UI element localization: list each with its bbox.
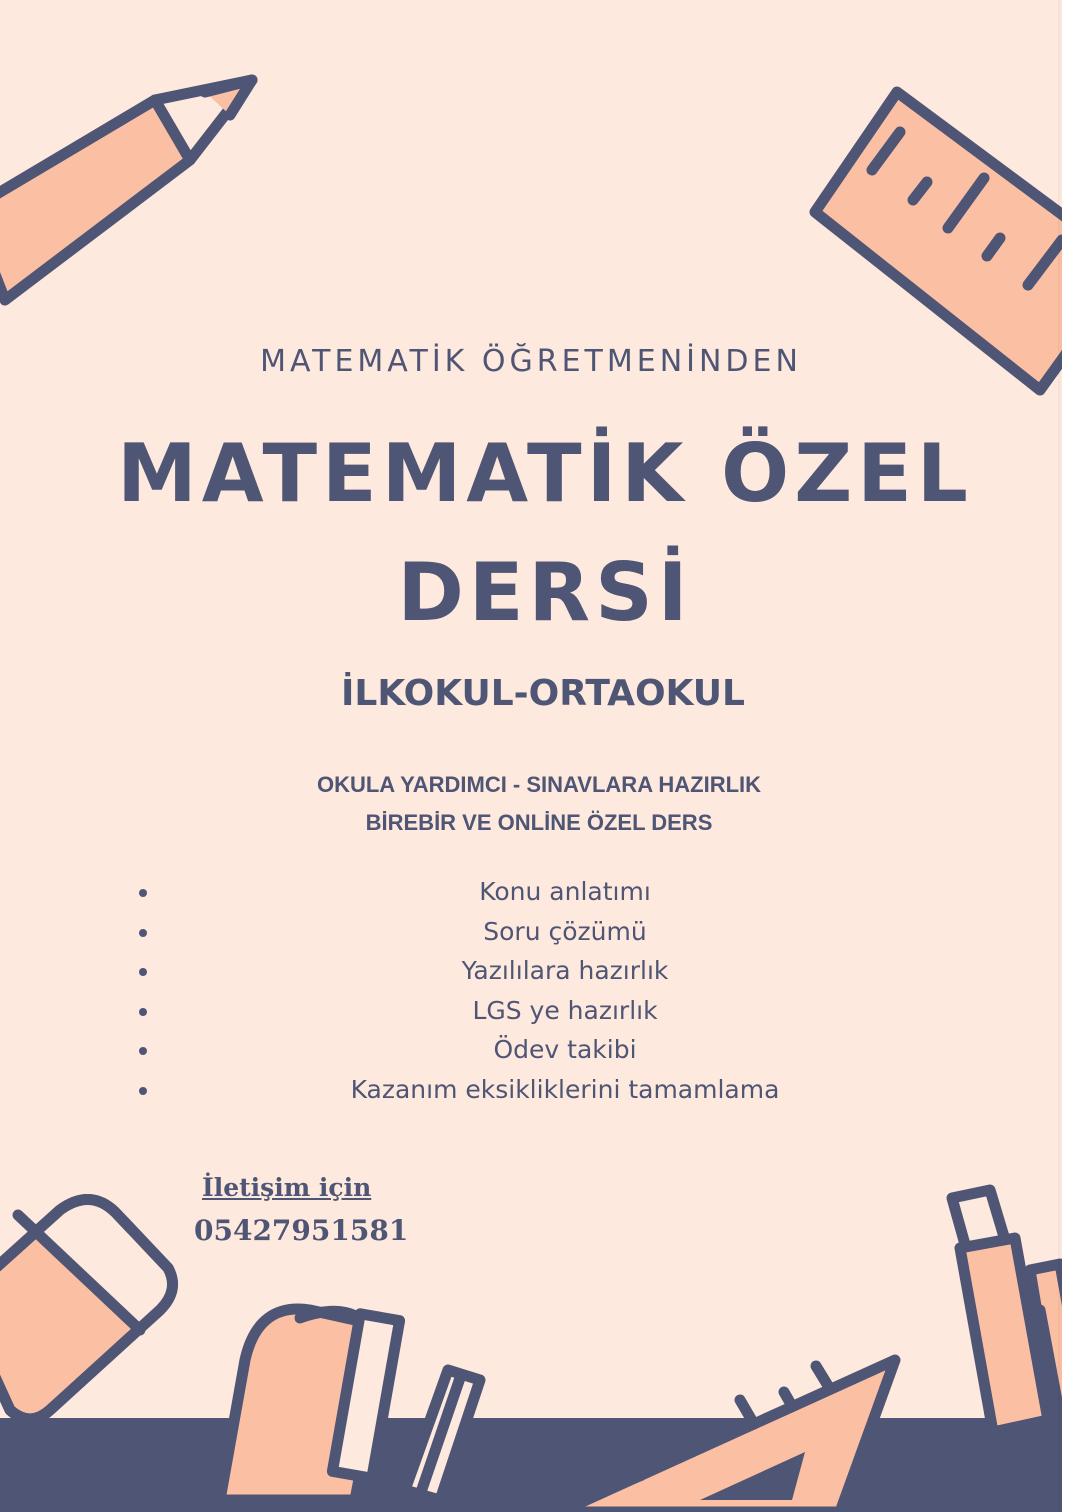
title-line-2: DERSİ [397, 546, 693, 639]
list-item [0, 993, 1062, 1033]
sharpener-icon [220, 1309, 400, 1500]
title-line-1: MATEMATİK ÖZEL [117, 427, 973, 520]
service-text: Konu anlatımı [479, 877, 651, 906]
services-list [0, 874, 1062, 1112]
pencil-icon [0, 80, 252, 300]
list-item [0, 914, 1062, 954]
list-item [0, 1032, 1062, 1072]
service-text: Soru çözümü [483, 916, 647, 946]
contact-phone[interactable]: 05427951581 [194, 1214, 409, 1247]
service-text: Yazılılara hazırlık [461, 956, 669, 986]
subtitle: MATEMATİK ÖĞRETMENİNDEN [260, 344, 802, 379]
bottom-band [0, 1418, 1062, 1512]
service-text: Kazanım eksikliklerini tamamlama [350, 1074, 780, 1104]
service-text: LGS ye hazırlık [472, 995, 658, 1025]
list-item [0, 874, 1062, 914]
page-edge [1058, 0, 1062, 1512]
tagline-1: OKULA YARDIMCI - SINAVLARA HAZIRLIK [316, 772, 762, 797]
contact-label: İletişim için [202, 1173, 372, 1202]
eraser-icon [0, 1199, 173, 1419]
school-level: İLKOKUL-ORTAOKUL [341, 673, 745, 714]
list-item [0, 953, 1062, 993]
service-text: Ödev takibi [493, 1035, 637, 1065]
tagline-2: BİREBİR VE ONLİNE ÖZEL DERS [365, 810, 713, 835]
list-item [0, 1072, 1062, 1112]
